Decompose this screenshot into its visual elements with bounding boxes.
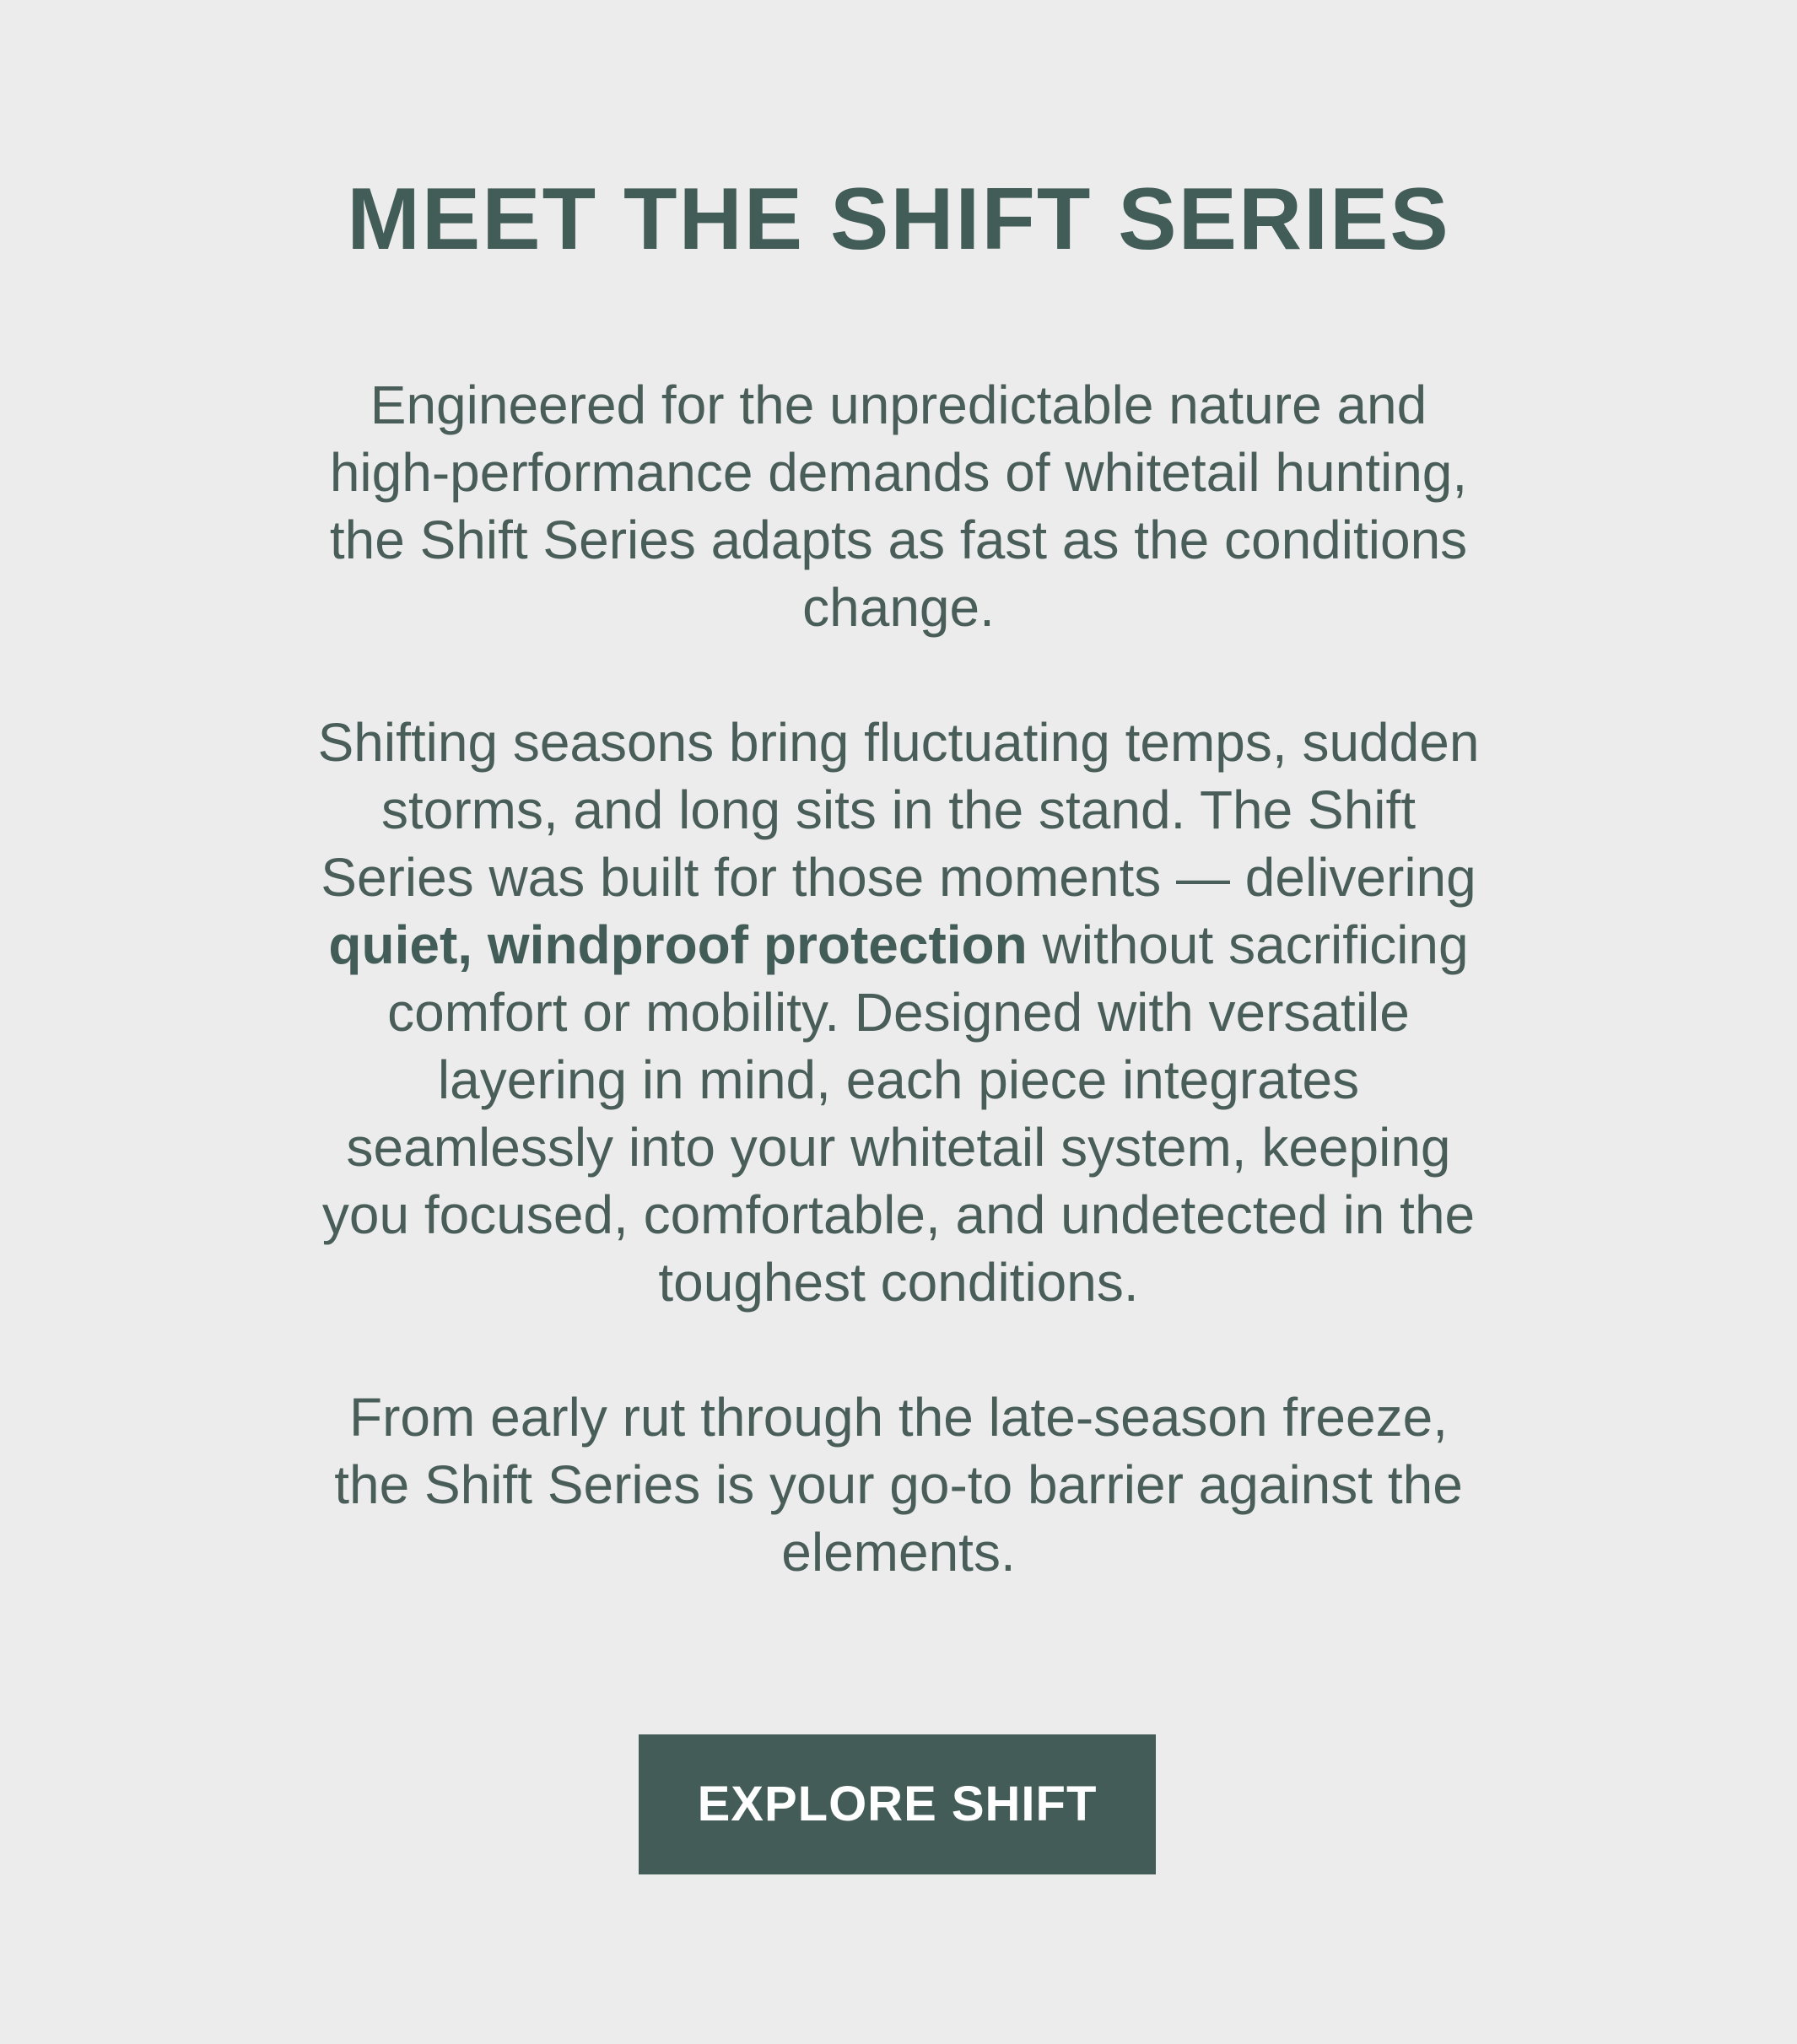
paragraph-2-bold-highlight: quiet, windproof protection	[328, 914, 1028, 975]
section-title: MEET THE SHIFT SERIES	[347, 170, 1450, 268]
description-paragraph-3: From early rut through the late-season freeze, the Shift Series is your go-to barrier against the elements.	[334, 1387, 1463, 1583]
section-description	[312, 371, 1485, 1586]
description-paragraph-2	[312, 709, 1485, 1316]
description-paragraph-1: Engineered for the unpredictable nature and high-performance demands of whitetail hunting, the Shift Series adapts as fast as the conditions change.	[329, 375, 1468, 638]
paragraph-2-text-before: Shifting seasons bring fluctuating temps, sudden storms, and long sits in the stand. The Shift Series was built for those moments — delivering	[317, 712, 1480, 908]
paragraph-2-text-after: without sacrificing comfort or mobility. Designed with versatile layering in mind, each piece integrates seamlessly into your whitetail system, keeping you focused, comfortable, and undetected in the toughest conditions.	[321, 914, 1476, 1313]
explore-shift-button[interactable]: EXPLORE SHIFT	[639, 1734, 1156, 1874]
